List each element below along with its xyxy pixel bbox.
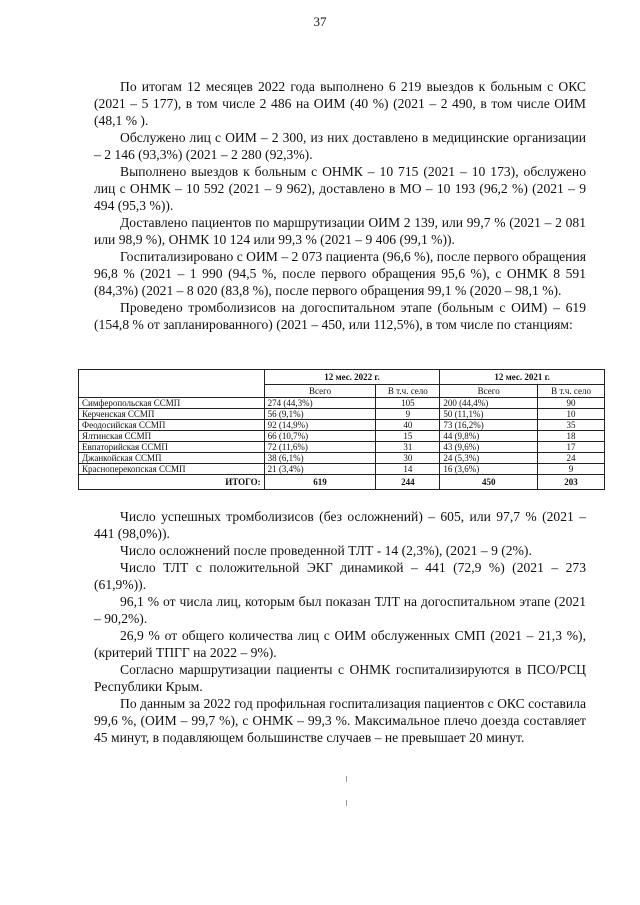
paragraph: Обслужено лиц с ОИМ – 2 300, из них доставлено в медицинские организации – 2 146 (93,3%) (2021 – 2 280 (92,3%). <box>94 130 586 162</box>
table-row <box>79 464 605 475</box>
paragraph: Согласно маршрутизации пациенты с ОНМК госпитализируются в ПСО/РСЦ Республики Крым. <box>94 662 586 694</box>
page-number: 37 <box>313 14 327 29</box>
paragraph: Госпитализировано с ОИМ – 2 073 пациента (96,6 %), после первого обращения 96,8 % (2021 – 1 990 (94,5 %, после первого обращения 95,6 %), с ОНМК 8 591 (84,3%) (2021 – 8 020 (83,8 %), после первого обращения 99,1 % (2020 – 98,1 %). <box>94 249 586 298</box>
scan-mark <box>346 800 347 806</box>
text-before-table <box>94 78 586 333</box>
table-row <box>79 442 605 453</box>
village-2022: 105 <box>376 398 440 409</box>
total-label: ИТОГО: <box>79 475 265 490</box>
total-2021: 16 (3,6%) <box>440 464 538 475</box>
total-2021: 200 (44,4%) <box>440 398 538 409</box>
village-2021: 35 <box>538 420 605 431</box>
village-2022: 40 <box>376 420 440 431</box>
paragraph: Доставлено пациентов по маршрутизации ОИМ 2 139, или 99,7 % (2021 – 2 081 или 98,9 %), ОНМК 10 124 или 99,3 % (2021 – 9 406 (99,1 %)). <box>94 215 586 247</box>
station-name: Джанкойская ССМП <box>79 453 265 464</box>
header-village-2022: В т.ч. село <box>376 385 440 398</box>
village-2022: 14 <box>376 464 440 475</box>
total-2022: 21 (3,4%) <box>264 464 376 475</box>
table-row <box>79 453 605 464</box>
header-village-2021: В т.ч. село <box>538 385 605 398</box>
station-name: Евпаторийская ССМП <box>79 442 265 453</box>
village-2022: 244 <box>376 475 440 490</box>
village-2022: 30 <box>376 453 440 464</box>
header-total-2022: Всего <box>264 385 376 398</box>
paragraph: Число осложнений после проведенной ТЛТ - 14 (2,3%), (2021 – 9 (2%). <box>120 543 532 558</box>
paragraph: Проведено тромболизисов на догоспитальном этапе (больным с ОИМ) – 619 (154,8 % от запланированного) (2021 – 450, или 112,5%), в том числе по станциям: <box>94 300 586 332</box>
total-2021: 450 <box>440 475 538 490</box>
total-2022: 92 (14,9%) <box>264 420 376 431</box>
paragraph: Число ТЛТ с положительной ЭКГ динамикой – 441 (72,9 %) (2021 – 273 (61,9%)). <box>94 560 586 592</box>
scan-mark <box>346 776 347 782</box>
total-2021: 50 (11,1%) <box>440 409 538 420</box>
village-2021: 18 <box>538 431 605 442</box>
paragraph: 26,9 % от общего количества лиц с ОИМ обслуженных СМП (2021 – 21,3 %), (критерий ТПГГ на 2022 – 9%). <box>94 628 586 660</box>
total-2022: 38 (6,1%) <box>264 453 376 464</box>
station-name: Керченская ССМП <box>79 409 265 420</box>
total-2021: 73 (16,2%) <box>440 420 538 431</box>
total-2022: 72 (11,6%) <box>264 442 376 453</box>
text-after-table <box>94 508 586 746</box>
station-name: Ялтинская ССМП <box>79 431 265 442</box>
village-2022: 15 <box>376 431 440 442</box>
total-2021: 24 (5,3%) <box>440 453 538 464</box>
paragraph: Выполнено выездов к больным с ОНМК – 10 715 (2021 – 10 173), обслужено лиц с ОНМК – 10 592 (2021 – 9 962), доставлено в МО – 10 193 (96,2 %) (2021 – 9 494 (95,3 %)). <box>94 164 586 213</box>
station-name: Красноперекопская ССМП <box>79 464 265 475</box>
paragraph: Число успешных тромболизисов (без осложнений) – 605, или 97,7 % (2021 – 441 (98,0%)). <box>94 509 586 541</box>
village-2022: 31 <box>376 442 440 453</box>
station-name: Симферопольская ССМП <box>79 398 265 409</box>
paragraph: 96,1 % от числа лиц, которым был показан ТЛТ на догоспитальном этапе (2021 – 90,2%). <box>94 594 586 626</box>
village-2021: 24 <box>538 453 605 464</box>
total-2021: 44 (9,8%) <box>440 431 538 442</box>
table-row <box>79 420 605 431</box>
header-total-2021: Всего <box>440 385 538 398</box>
station-name: Феодосийская ССМП <box>79 420 265 431</box>
village-2021: 10 <box>538 409 605 420</box>
total-2022: 619 <box>264 475 376 490</box>
table-row <box>79 409 605 420</box>
table-total-row <box>79 475 605 490</box>
village-2021: 17 <box>538 442 605 453</box>
table-row <box>79 431 605 442</box>
total-2022: 56 (9,1%) <box>264 409 376 420</box>
total-2022: 274 (44,3%) <box>264 398 376 409</box>
village-2021: 203 <box>538 475 605 490</box>
village-2021: 90 <box>538 398 605 409</box>
header-period-2021: 12 мес. 2021 г. <box>440 370 605 385</box>
total-2022: 66 (10,7%) <box>264 431 376 442</box>
header-station <box>79 370 265 398</box>
paragraph: По данным за 2022 год профильная госпитализация пациентов с ОКС составила 99,6 %, (ОИМ – 99,7 %), с ОНМК – 99,3 %. Максимальное плечо доезда составляет 45 минут, в подавляющем большинстве случаев – не превышает 20 минут. <box>94 696 586 745</box>
header-period-2022: 12 мес. 2022 г. <box>264 370 440 385</box>
village-2022: 9 <box>376 409 440 420</box>
paragraph: По итогам 12 месяцев 2022 года выполнено 6 219 выездов к больным с ОКС (2021 – 5 177), в том числе 2 486 на ОИМ (40 %) (2021 – 2 490, в том числе ОИМ (48,1 % ). <box>94 79 586 128</box>
thrombolysis-table <box>78 369 605 490</box>
table-row <box>79 398 605 409</box>
total-2021: 43 (9,6%) <box>440 442 538 453</box>
village-2021: 9 <box>538 464 605 475</box>
